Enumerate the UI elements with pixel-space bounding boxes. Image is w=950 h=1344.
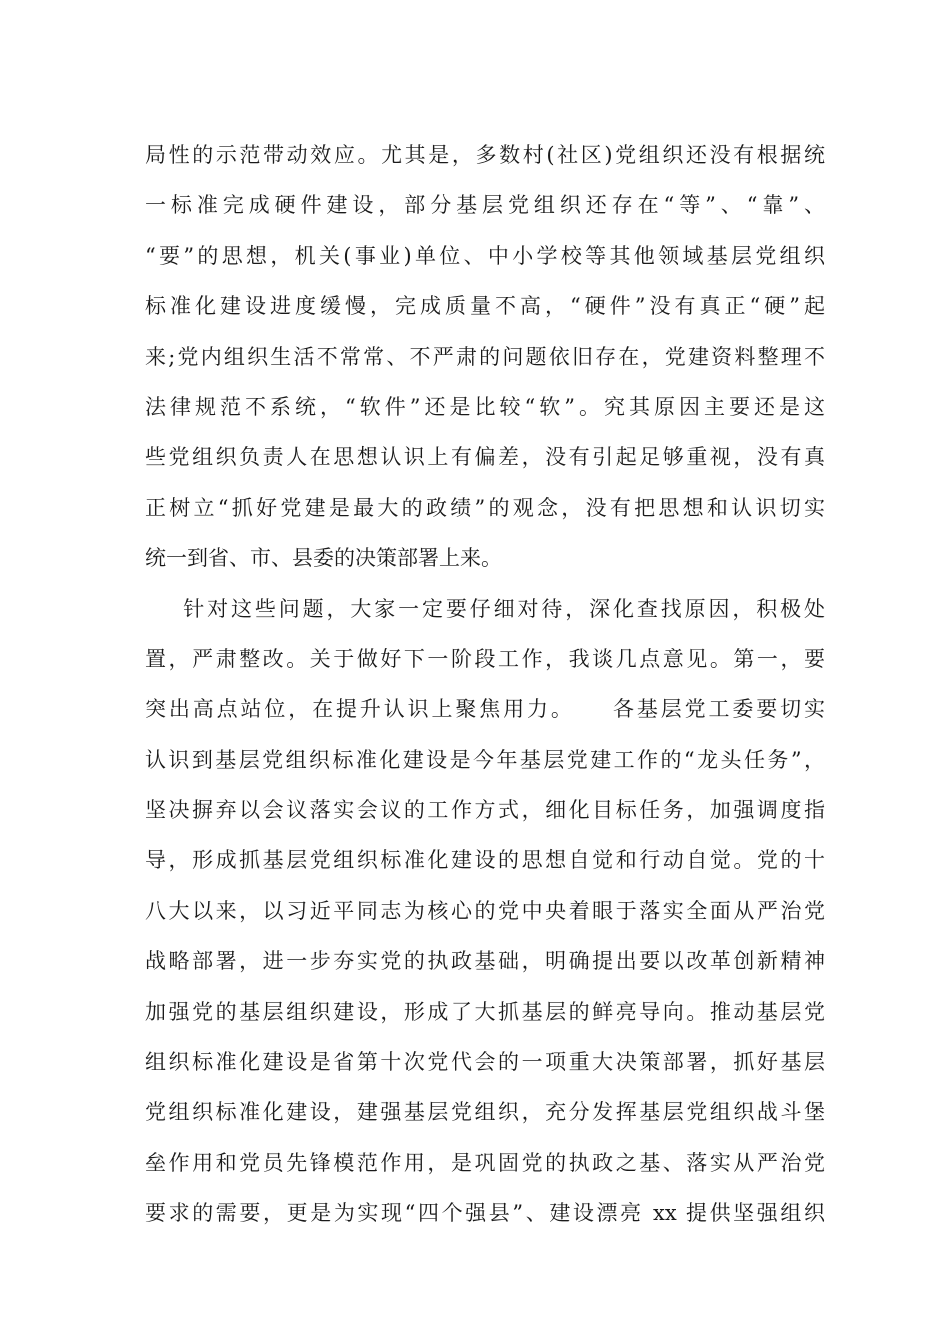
text-line: “要”的思想，机关(事业)单位、中小学校等其他领域基层党组织 [145,243,825,268]
text-line: 垒作用和党员先锋模范作用，是巩固党的执政之基、落实从严治党 [145,1150,825,1175]
text-line: 置，严肃整改。关于做好下一阶段工作，我谈几点意见。第一，要 [145,646,825,671]
text-line: 突出高点站位，在提升认识上聚焦用力。 各基层党工委要切实 [145,697,825,722]
text-line: 加强党的基层组织建设，形成了大抓基层的鲜亮导向。推动基层党 [145,999,825,1024]
text-line: 统一到省、市、县委的决策部署上来。 [145,546,502,571]
text-line: 认识到基层党组织标准化建设是今年基层党建工作的“龙头任务”， [145,747,825,772]
text-line: 局性的示范带动效应。尤其是，多数村(社区)党组织还没有根据统 [145,143,825,167]
text-line: 组织标准化建设是省第十次党代会的一项重大决策部署，抓好基层 [145,1050,825,1075]
text-line: 要求的需要，更是为实现“四个强县”、建设漂亮 xx 提供坚强组织 [145,1201,825,1226]
text-line: 坚决摒弃以会议落实会议的工作方式，细化目标任务，加强调度指 [145,798,825,823]
text-line: 来;党内组织生活不常常、不严肃的问题依旧存在，党建资料整理不 [145,344,825,369]
text-line: 八大以来，以习近平同志为核心的党中央着眼于落实全面从严治党 [145,898,825,923]
text-line: 战略部署，进一步夯实党的执政基础，明确提出要以改革创新精神 [145,949,825,974]
body-text [145,130,825,1239]
text-line: 标准化建设进度缓慢，完成质量不高，“硬件”没有真正“硬”起 [145,294,825,319]
text-line: 针对这些问题，大家一定要仔细对待，深化查找原因，积极处 [145,596,825,621]
text-line: 一标准完成硬件建设，部分基层党组织还存在“等”、“靠”、 [145,193,825,218]
text-line: 党组织标准化建设，建强基层党组织，充分发挥基层党组织战斗堡 [145,1100,825,1125]
text-line: 些党组织负责人在思想认识上有偏差，没有引起足够重视，没有真 [145,445,825,470]
text-line: 法律规范不系统，“软件”还是比较“软”。究其原因主要还是这 [145,394,825,419]
text-line: 导，形成抓基层党组织标准化建设的思想自觉和行动自觉。党的十 [145,848,825,873]
text-line: 正树立“抓好党建是最大的政绩”的观念，没有把思想和认识切实 [145,495,825,520]
